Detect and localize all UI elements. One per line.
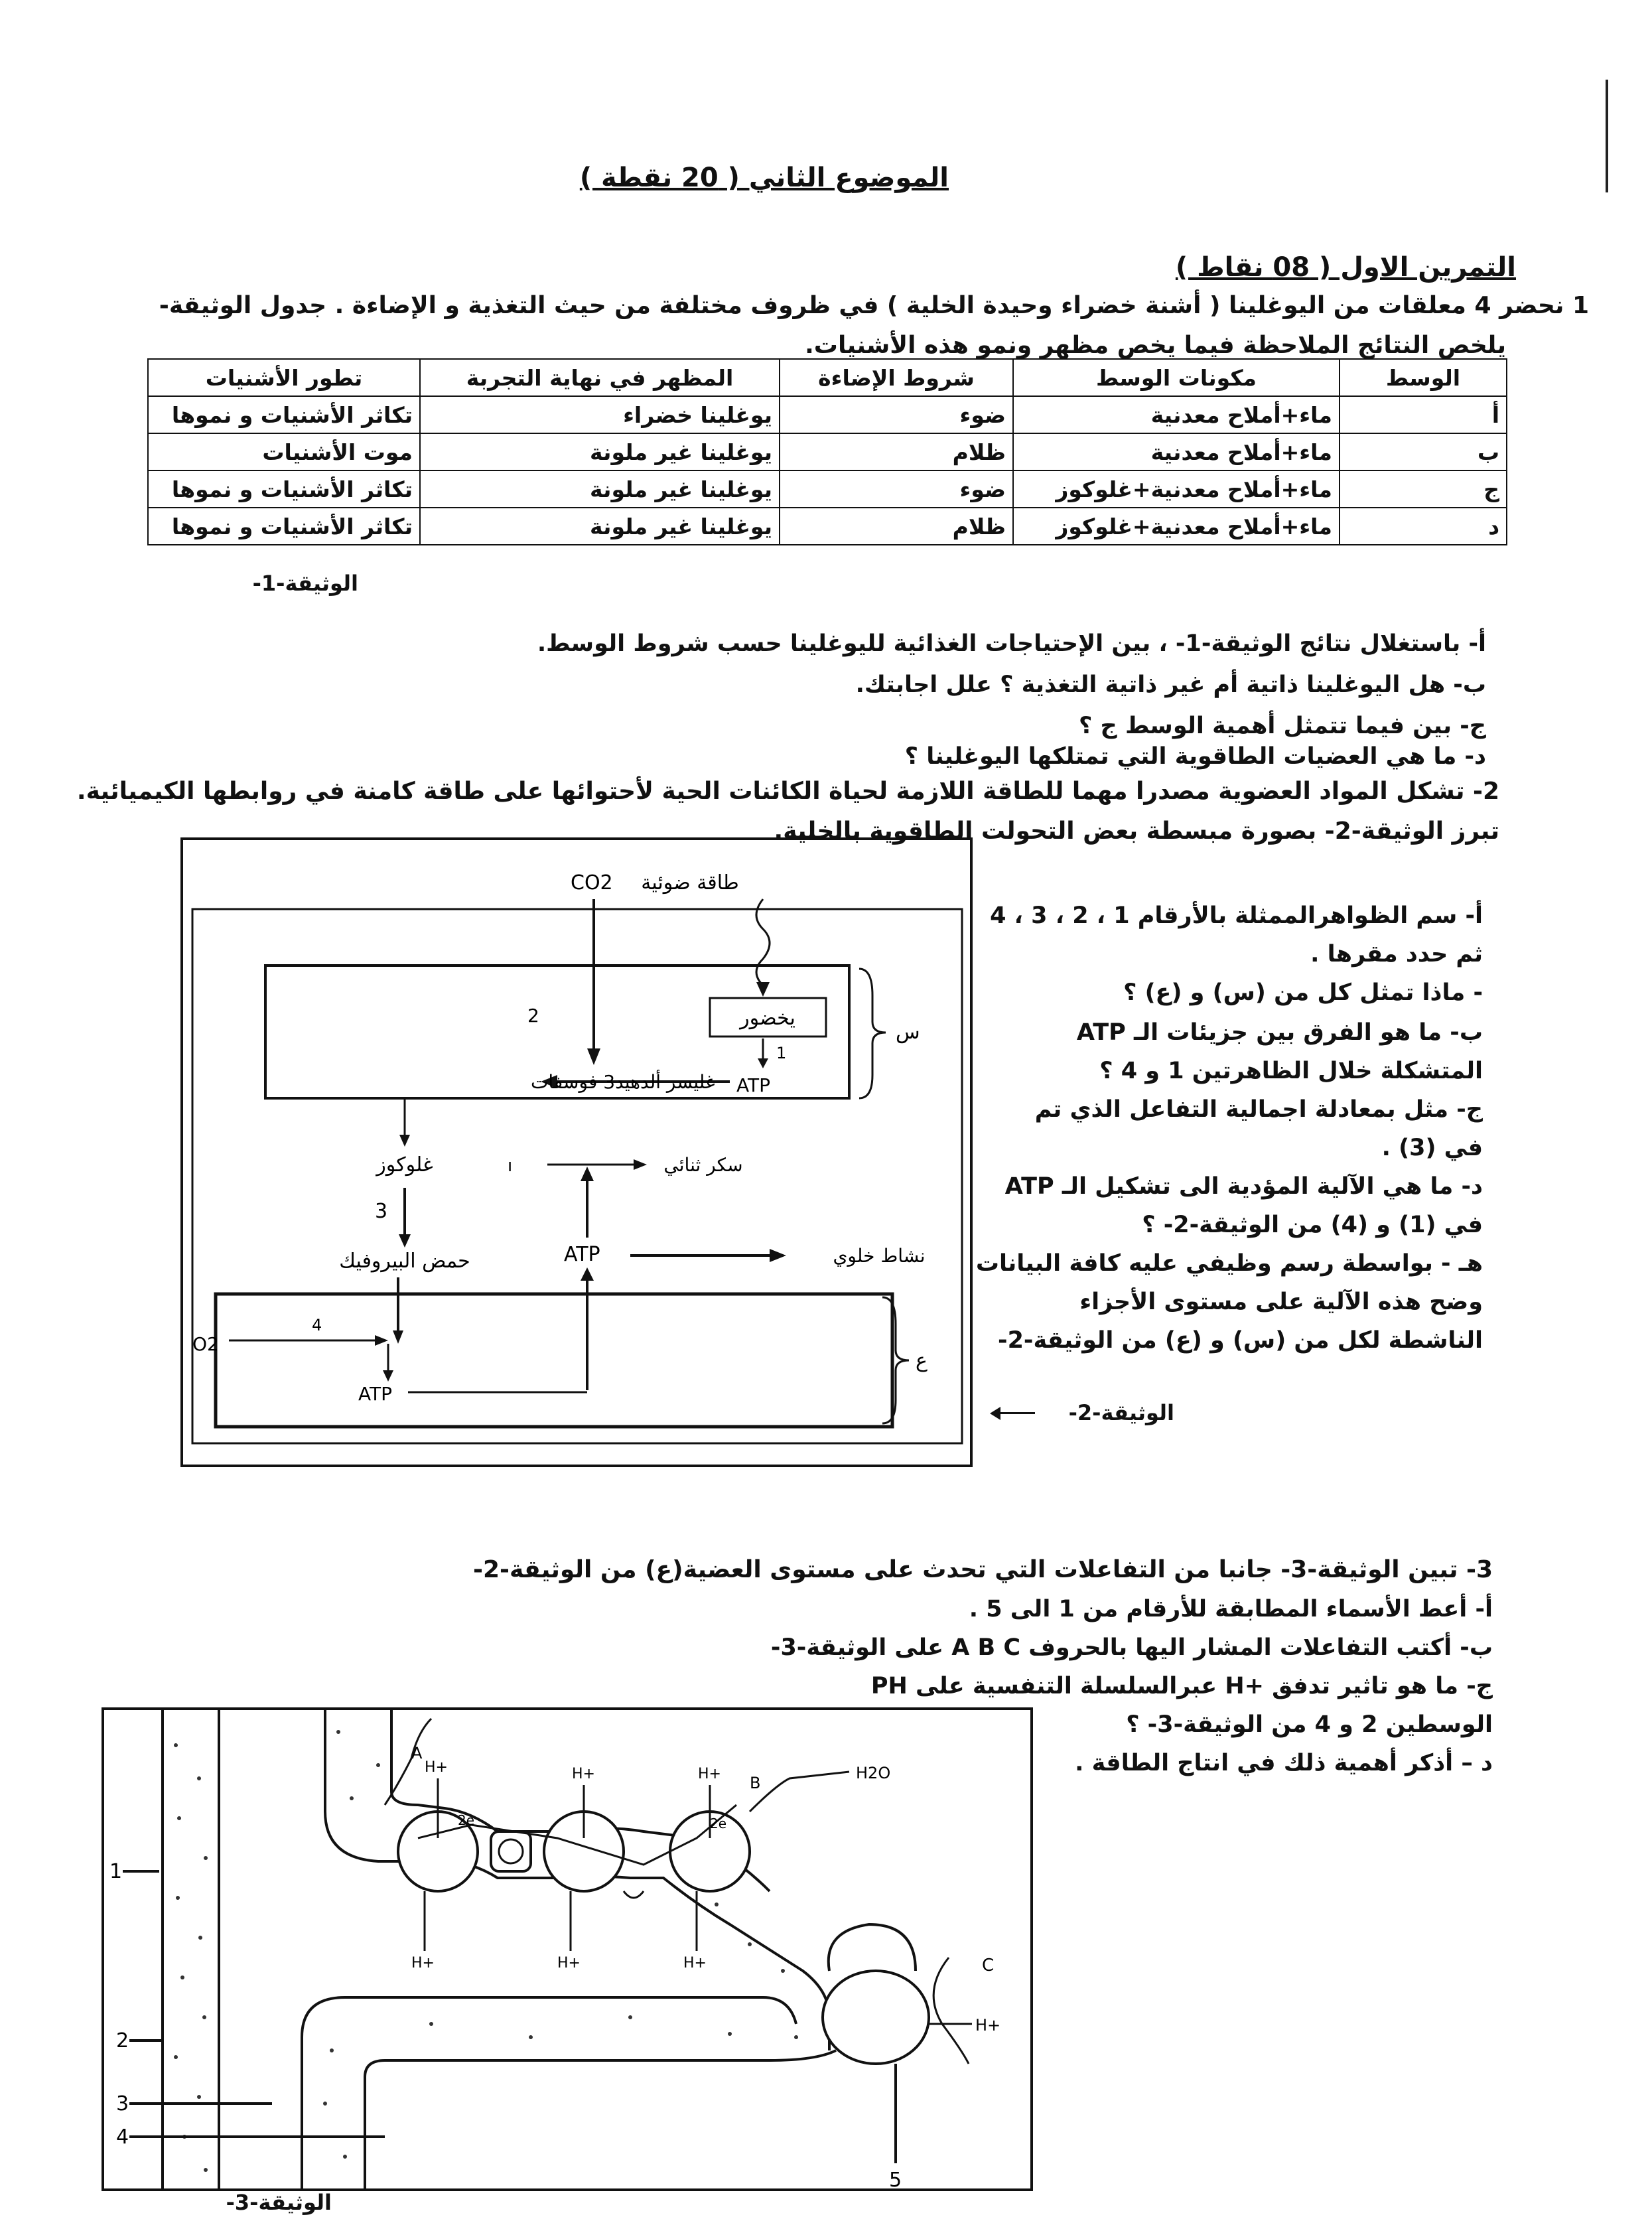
- label-s: س: [896, 1021, 920, 1044]
- table-cell: ب: [1340, 433, 1507, 470]
- document-2-caption-arrowhead: [990, 1407, 1000, 1420]
- part2-question-d2: في (1) و (4) من الوثيقة-2- ؟: [1142, 1212, 1483, 1238]
- document-1-table-wrap: [147, 358, 1507, 545]
- table-header-cell: مكونات الوسط: [1013, 359, 1340, 396]
- chlorophyll-label: يخضور: [740, 1007, 795, 1030]
- table-header-cell: المظهر في نهاية التجربة: [420, 359, 780, 396]
- inner-membrane-dots: [323, 1730, 798, 2159]
- document-3-diagram: [100, 1705, 1042, 2216]
- inner-membrane-lower-2: [365, 2050, 836, 2190]
- sucrose-arrowhead: [634, 1159, 647, 1170]
- part3-question-b: ب- أكتب التفاعلات المشار اليها بالحروف A B C على الوثيقة-3-: [770, 1634, 1493, 1661]
- letter-a: A: [411, 1744, 423, 1762]
- table-cell: يوغلينا غير ملونة: [420, 470, 780, 508]
- table-cell: يوغلينا غير ملونة: [420, 508, 780, 545]
- table-cell: ظلام: [780, 433, 1013, 470]
- part1-intro-line2: يلخص النتائج الملاحظة فيما يخص مظهر ونمو هذه الأشنيات.: [805, 332, 1506, 359]
- cytochrome-c: [624, 1891, 644, 1898]
- table-row: [148, 470, 1507, 508]
- reaction-c-arrow: [933, 1958, 969, 2064]
- atp-chloroplast: ATP: [736, 1074, 770, 1096]
- mitochondrion-brace: [882, 1297, 909, 1423]
- part2-question-d1: د- ما هي الآلية المؤدية الى تشكيل الـ ATP: [1004, 1173, 1483, 1200]
- part3-question-c2: الوسطين 2 و 4 من الوثيقة-3- ؟: [1126, 1711, 1493, 1738]
- table-cell: تكاثر الأشنيات و نموها: [148, 396, 420, 433]
- hplus-5: H+: [557, 1955, 581, 1971]
- part3-question-c1: ج- ما هو تاثير تدفق +H عبرالسلسلة التنفسية على PH: [870, 1673, 1493, 1699]
- number-4: 4: [312, 1316, 322, 1334]
- glyceraldehyde-label: غليسر ألدهيد3 فوسفات: [531, 1071, 715, 1093]
- outer-membrane-band: [163, 1709, 219, 2190]
- document-1-caption: الوثيقة-1-: [252, 571, 358, 596]
- part2-question-e1: هـ - بواسطة رسم وظيفي عليه كافة البيانات: [975, 1250, 1483, 1277]
- table-cell: يوغلينا غير ملونة: [420, 433, 780, 470]
- document-3-caption: الوثيقة-3-: [226, 2190, 332, 2215]
- hplus-1: H+: [425, 1759, 448, 1776]
- atp-mito: ATP: [358, 1383, 392, 1405]
- mitochondrion-box: [216, 1294, 892, 1427]
- table-row: [148, 508, 1507, 545]
- document-3-frame: [103, 1709, 1032, 2190]
- scan-edge-line: [1606, 80, 1608, 192]
- table-cell: يوغلينا خضراء: [420, 396, 780, 433]
- light-arrowhead: [756, 982, 770, 997]
- table-cell: ضوء: [780, 470, 1013, 508]
- part3-question-d: د – أذكر أهمية ذلك في انتاج الطاقة .: [1075, 1750, 1493, 1776]
- document-2-inner-frame: [192, 909, 962, 1443]
- atp-center: ATP: [564, 1243, 600, 1266]
- part2-question-a3: - ماذا تمثل كل من (س) و (ع) ؟: [1123, 979, 1483, 1006]
- part2-question-e3: الناشطة لكل من (س) و (ع) من الوثيقة-2-: [998, 1327, 1483, 1354]
- part2-intro-line1: 2- تشكل المواد العضوية مصدرا مهما للطاقة اللازمة لحياة الكائنات الحية لأحتوائها على طاقة كامنة في روابطها الكيميائية.: [76, 778, 1499, 805]
- number-2: 2: [527, 1005, 539, 1027]
- inner-membrane-lower: [302, 1997, 796, 2190]
- part2-question-c2: في (3) .: [1381, 1135, 1483, 1161]
- chlorophyll-to-atp-head: [758, 1058, 768, 1068]
- part1-question-c: ج- بين فيما تتمثل أهمية الوسط ج ؟: [1079, 713, 1486, 739]
- number-4: 4: [116, 2125, 129, 2149]
- mito-atp-up-head: [581, 1267, 594, 1281]
- table-cell: أ: [1340, 396, 1507, 433]
- cell-activity-label: نشاط خلوي: [833, 1245, 926, 1267]
- document-2-caption-arrow: [995, 1412, 1035, 1414]
- table-cell: ضوء: [780, 396, 1013, 433]
- h2o-label: H2O: [856, 1764, 891, 1782]
- part1-intro-line1: 1 نحضر 4 معلقات من اليوغلينا ( أشنة خضراء وحيدة الخلية ) في ظروف مختلفة من حيث التغذية و الإضاءة . جدول الوثيقة-: [159, 292, 1589, 319]
- table-header-cell: الوسط: [1340, 359, 1507, 396]
- table-cell: ماء+أملاح معدنية: [1013, 433, 1340, 470]
- reaction-b-arrow: [750, 1772, 849, 1812]
- table-cell: ماء+أملاح معدنية: [1013, 396, 1340, 433]
- table-cell: موت الأشنيات: [148, 433, 420, 470]
- o2-label: O2: [192, 1333, 219, 1355]
- table-cell: ظلام: [780, 508, 1013, 545]
- part2-intro-line2: تبرز الوثيقة-2- بصورة مبسطة بعض التحولت الطاقوية بالخلية.: [774, 818, 1499, 845]
- letter-c: C: [982, 1956, 995, 1975]
- electrons-label-2: 2e: [710, 1816, 727, 1831]
- number-3: 3: [116, 2092, 129, 2115]
- part2-question-b1: ب- ما هو الفرق بين جزيئات الـ ATP: [1076, 1019, 1483, 1046]
- chloroplast-brace: [859, 969, 886, 1098]
- atp-synthase-head: [823, 1971, 929, 2064]
- table-header-cell: تطور الأشنيات: [148, 359, 420, 396]
- ubiquinone-box: [491, 1831, 531, 1871]
- part2-question-c1: ج- مثل بمعادلة اجمالية التفاعل الذي تم: [1034, 1096, 1483, 1123]
- document-2-caption: الوثيقة-2-: [1068, 1400, 1174, 1425]
- o2-arrowhead: [375, 1335, 388, 1346]
- letter-b: B: [750, 1774, 761, 1792]
- number-2: 2: [116, 2029, 129, 2052]
- number-5: 5: [889, 2169, 902, 2192]
- atp-synthase-stalk: [829, 1924, 916, 1971]
- table-row: [148, 396, 1507, 433]
- number-1: 1: [776, 1044, 787, 1062]
- hplus-2: H+: [572, 1766, 595, 1782]
- table-cell: ماء+أملاح معدنية+غلوكوز: [1013, 508, 1340, 545]
- glucose-label: غلوكوز: [376, 1153, 433, 1177]
- electrons-label: 2e: [458, 1812, 475, 1828]
- exercise-title: التمرين الاول ( 08 نقاط ): [1175, 252, 1516, 283]
- part1-question-a: أ- باستغلال نتائج الوثيقة-1- ، بين الإحتياجات الغذائية لليوغلينا حسب شروط الوسط.: [537, 630, 1486, 657]
- table-cell: ج: [1340, 470, 1507, 508]
- sucrose-label: سكر ثنائي: [663, 1154, 743, 1176]
- g3p-to-glucose-head: [399, 1135, 410, 1147]
- table-cell: تكاثر الأشنيات و نموها: [148, 508, 420, 545]
- hplus-6: H+: [683, 1955, 707, 1971]
- hplus-3: H+: [698, 1766, 721, 1782]
- part2-question-e2: وضح هذه الآلية على مستوى الأجزاء: [1079, 1289, 1483, 1315]
- hplus-4: H+: [411, 1955, 435, 1971]
- glucose-to-pyruvic-head: [399, 1234, 411, 1248]
- table-row: [148, 433, 1507, 470]
- table-cell: تكاثر الأشنيات و نموها: [148, 470, 420, 508]
- table-header-row: [148, 359, 1507, 396]
- co2-arrowhead: [587, 1048, 600, 1065]
- number-3: 3: [375, 1200, 388, 1223]
- document-1-table: [147, 358, 1507, 545]
- atp-to-activity-head: [770, 1249, 786, 1262]
- atp-to-sucrose-head: [581, 1167, 594, 1181]
- table-cell: ماء+أملاح معدنية+غلوكوز: [1013, 470, 1340, 508]
- pyruvic-to-mito-head: [393, 1330, 403, 1344]
- part3-question-a: أ- أعط الأسماء المطابقة للأرقام من 1 الى 5 .: [969, 1596, 1493, 1622]
- table-header-cell: شروط الإضاءة: [780, 359, 1013, 396]
- part1-question-d: د- ما هي العضيات الطاقوية التي تمتلكها اليوغلينا ؟: [904, 743, 1486, 770]
- light-wave-arrow: [756, 899, 770, 985]
- hplus-7: H+: [975, 2016, 1001, 2035]
- pyruvic-label: حمض البيروفيك: [339, 1250, 470, 1273]
- part2-question-b2: المتشكلة خلال الظاهرتين 1 و 4 ؟: [1099, 1058, 1483, 1084]
- number-1: 1: [109, 1860, 123, 1883]
- document-2-outer-frame: [182, 839, 971, 1466]
- co2-label: CO2: [571, 871, 613, 895]
- part2-question-a1: أ- سم الظواهرالممثلة بالأرقام 1 ، 2 ، 3 ، 4: [990, 902, 1483, 929]
- light-energy-label: طاقة ضوئية: [641, 871, 739, 895]
- part1-question-b: ب- هل اليوغلينا ذاتية أم غير ذاتية التغذية ؟ علل اجابتك.: [855, 672, 1486, 698]
- document-2-diagram: [179, 836, 1002, 1473]
- tick-mark: ı: [508, 1156, 513, 1176]
- subject-title: الموضوع الثاني ( 20 نقطة ): [579, 163, 949, 193]
- part3-intro: 3- تبين الوثيقة-3- جانبا من التفاعلات التي تحدث على مستوى العضية(ع) من الوثيقة-2-: [473, 1556, 1493, 1583]
- label-a: ع: [916, 1349, 928, 1372]
- part2-question-a2: ثم حدد مقرها .: [1310, 941, 1483, 967]
- table-cell: د: [1340, 508, 1507, 545]
- mito-down-head: [383, 1370, 393, 1382]
